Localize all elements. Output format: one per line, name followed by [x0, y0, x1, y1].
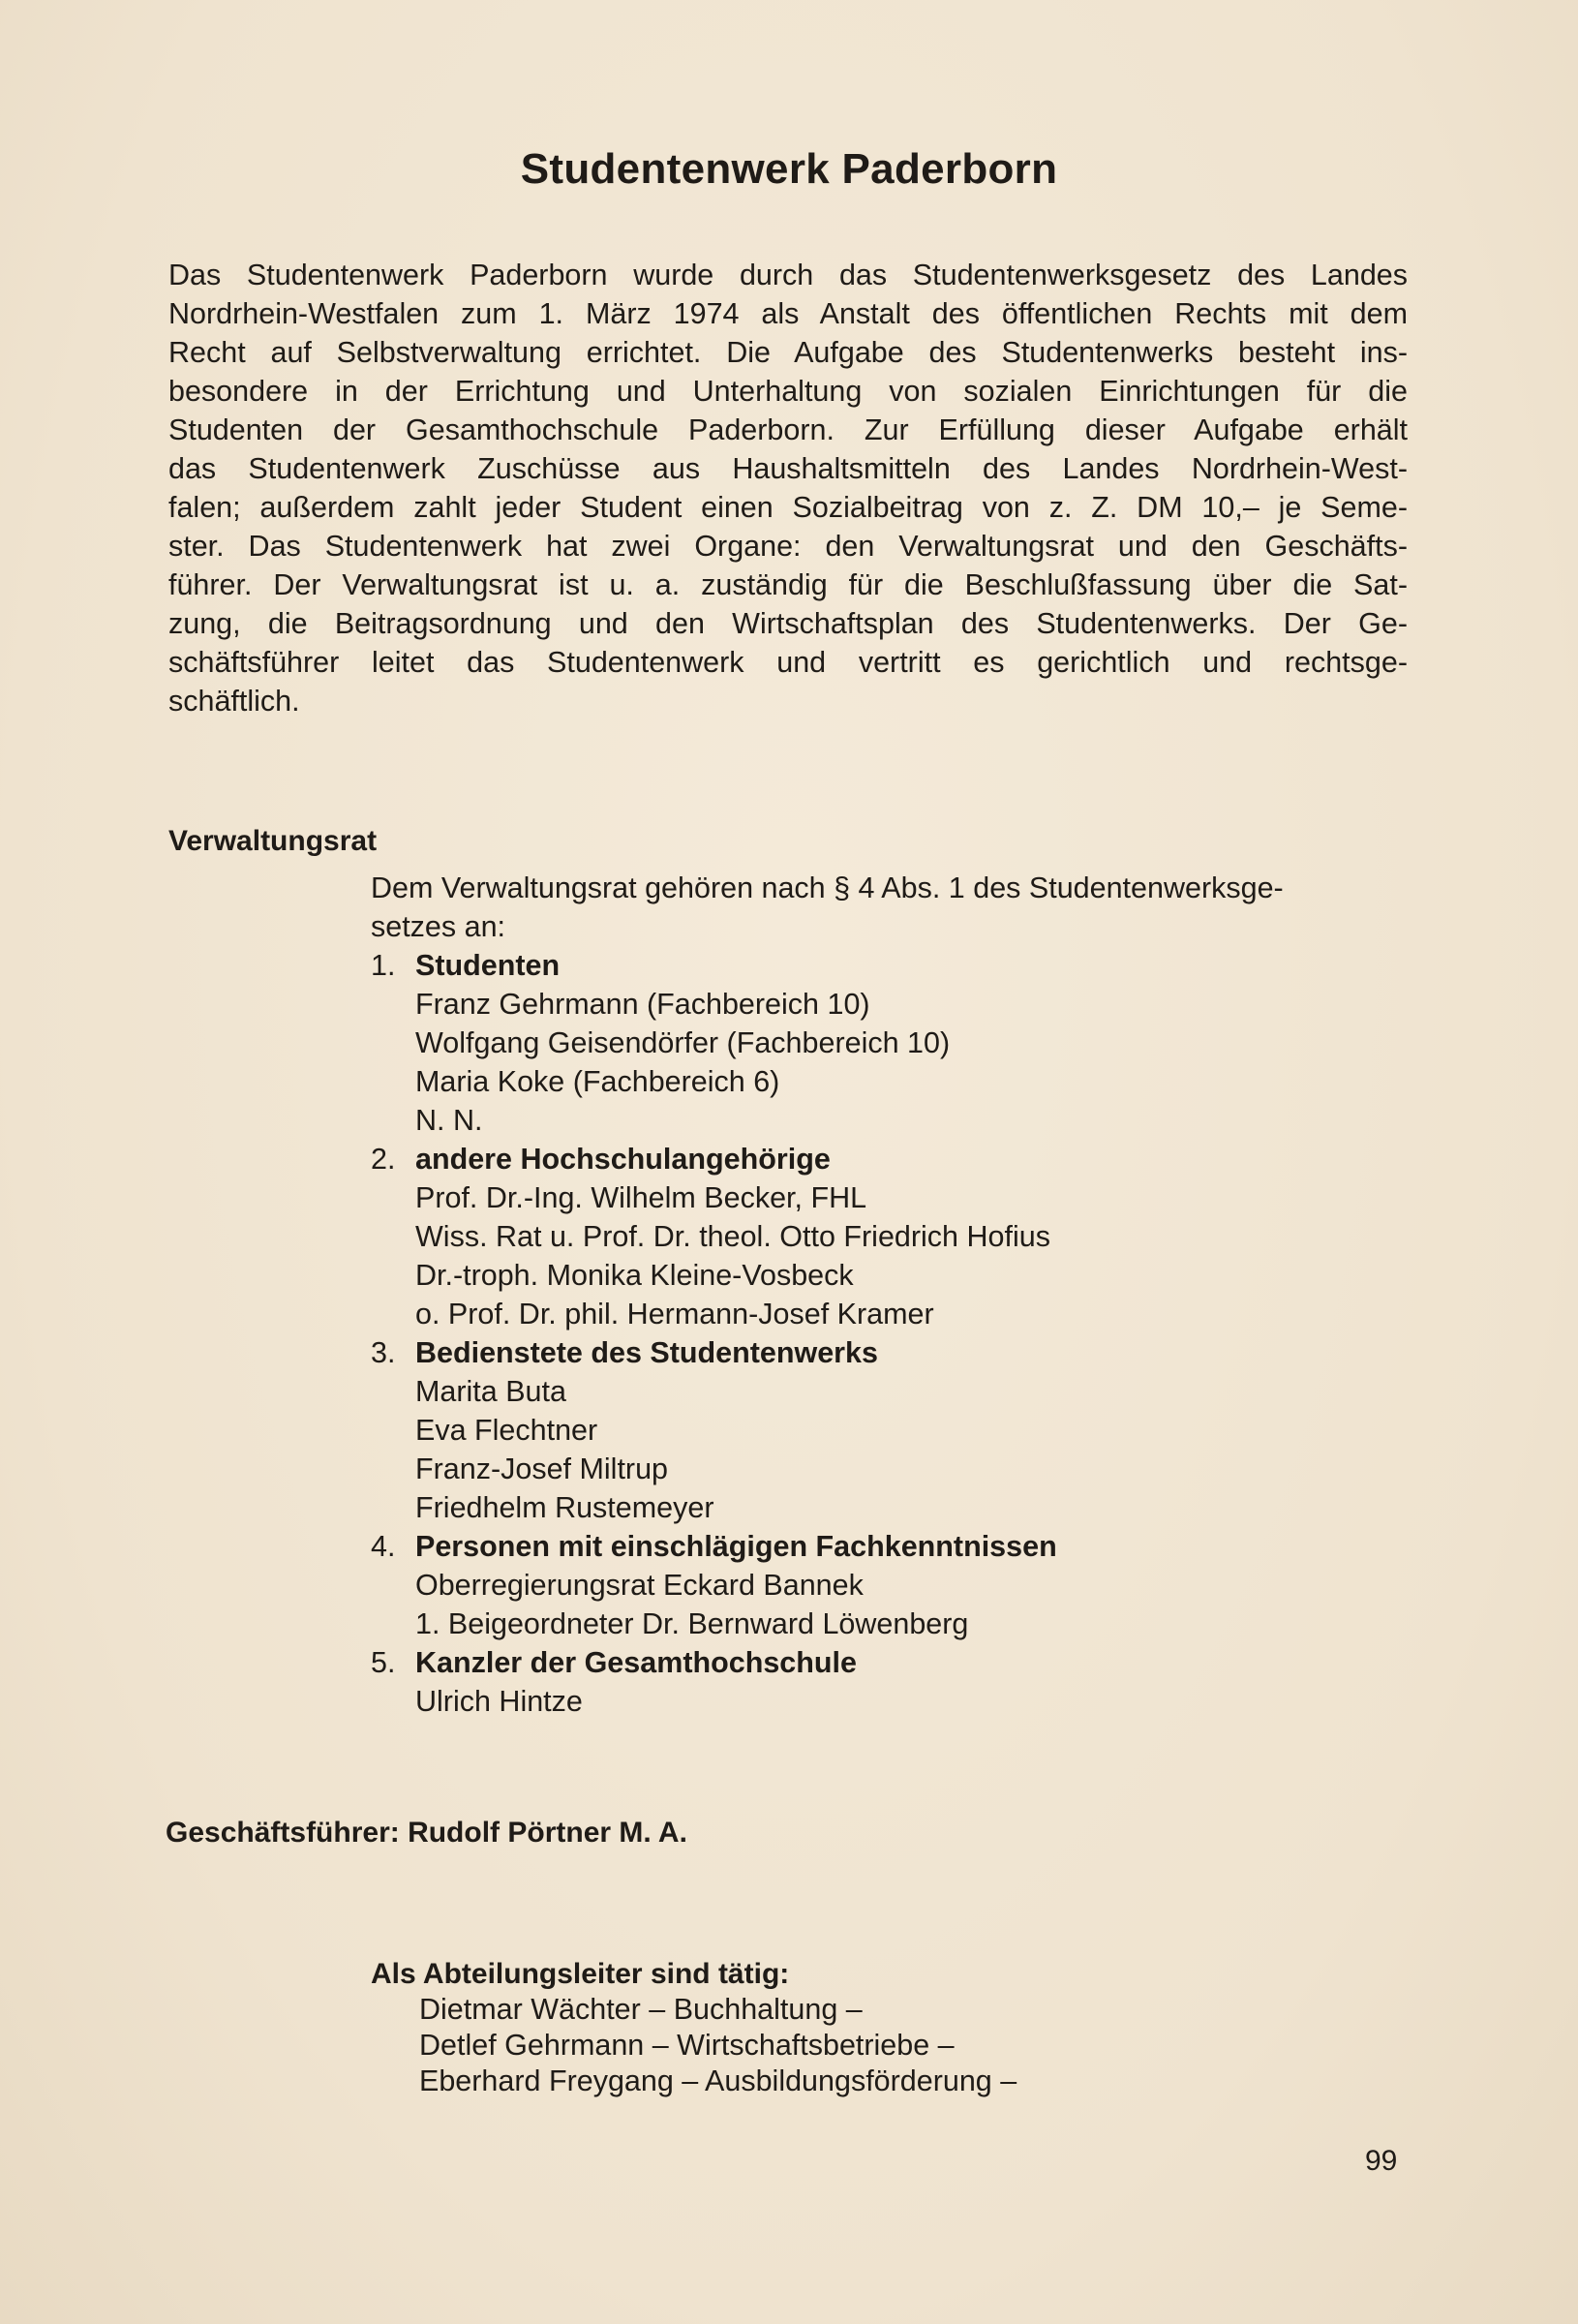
group-title: Studenten: [415, 949, 561, 982]
group-number: 1.: [371, 949, 396, 982]
intro-line: Das Studentenwerk Paderborn wurde durch das Studentenwerksgesetz des Landes: [168, 259, 1408, 291]
abteilungsleiter-item: Detlef Gehrmann – Wirtschaftsbetriebe –: [419, 2029, 955, 2062]
verwaltungsrat-intro-line: Dem Verwaltungsrat gehören nach § 4 Abs. 1 des Studentenwerksge-: [371, 872, 1284, 904]
group-number: 5.: [371, 1646, 396, 1679]
intro-line: schäftsführer leitet das Studentenwerk und vertritt es gerichtlich und rechtsge-: [168, 646, 1408, 679]
group-member: Wiss. Rat u. Prof. Dr. theol. Otto Friedrich Hofius: [415, 1220, 1050, 1253]
intro-line: besondere in der Errichtung und Unterhaltung von sozialen Einrichtungen für die: [168, 375, 1408, 408]
group-member: 1. Beigeordneter Dr. Bernward Löwenberg: [415, 1607, 969, 1640]
abteilungsleiter-item: Eberhard Freygang – Ausbildungsförderung –: [419, 2064, 1017, 2097]
group-member: Wolfgang Geisendörfer (Fachbereich 10): [415, 1026, 951, 1059]
member-group-fachkenntnisse: [371, 1527, 1416, 1643]
group-member: Marita Buta: [415, 1375, 566, 1408]
intro-paragraph: [168, 256, 1408, 720]
intro-line: Nordrhein-Westfalen zum 1. März 1974 als Anstalt des öffentlichen Rechts mit dem: [168, 297, 1408, 330]
group-member: Dr.-troph. Monika Kleine-Vosbeck: [415, 1259, 854, 1292]
intro-line: schäftlich.: [168, 685, 300, 718]
abteilungsleiter-heading: Als Abteilungsleiter sind tätig:: [371, 1958, 790, 1990]
group-member: N. N.: [415, 1104, 483, 1137]
group-title: Kanzler der Gesamthochschule: [415, 1646, 857, 1679]
intro-line: Recht auf Selbstverwaltung errichtet. Die Aufgabe des Studentenwerks besteht ins-: [168, 336, 1408, 369]
section-heading-verwaltungsrat: Verwaltungsrat: [168, 825, 378, 857]
member-group-studenten: [371, 946, 1416, 1140]
member-group-hochschulangehoerige: [371, 1140, 1416, 1333]
abteilungsleiter-block: [371, 1956, 1017, 2099]
group-member: Oberregierungsrat Eckard Bannek: [415, 1569, 864, 1602]
group-number: 4.: [371, 1530, 396, 1563]
group-title: Personen mit einschlägigen Fachkenntnissen: [415, 1530, 1057, 1563]
intro-line: Studenten der Gesamthochschule Paderborn. Zur Erfüllung dieser Aufgabe erhält: [168, 413, 1408, 446]
verwaltungsrat-members: [371, 869, 1416, 1721]
intro-line: falen; außerdem zahlt jeder Student einen Sozialbeitrag von z. Z. DM 10,– je Seme-: [168, 491, 1408, 524]
group-heading: [371, 1527, 1416, 1566]
group-heading: [371, 1140, 1416, 1178]
group-heading: [371, 1333, 1416, 1372]
group-member: Franz-Josef Miltrup: [415, 1452, 669, 1485]
intro-line: das Studentenwerk Zuschüsse aus Haushaltsmitteln des Landes Nordrhein-West-: [168, 452, 1408, 485]
group-member: Maria Koke (Fachbereich 6): [415, 1065, 780, 1098]
page-number: 99: [1365, 2145, 1398, 2177]
group-member: Prof. Dr.-Ing. Wilhelm Becker, FHL: [415, 1181, 867, 1214]
group-heading: [371, 946, 1416, 985]
verwaltungsrat-intro-line: setzes an:: [371, 910, 506, 943]
group-member: Franz Gehrmann (Fachbereich 10): [415, 988, 870, 1021]
intro-line: zung, die Beitragsordnung und den Wirtschaftsplan des Studentenwerks. Der Ge-: [168, 607, 1408, 640]
page-title: Studentenwerk Paderborn: [520, 145, 1058, 193]
group-member: Friedhelm Rustemeyer: [415, 1491, 714, 1524]
group-title: Bedienstete des Studentenwerks: [415, 1336, 878, 1369]
group-number: 3.: [371, 1336, 396, 1369]
member-group-kanzler: [371, 1643, 1416, 1721]
group-member: Eva Flechtner: [415, 1414, 598, 1447]
member-group-bedienstete: [371, 1333, 1416, 1527]
abteilungsleiter-item: Dietmar Wächter – Buchhaltung –: [419, 1993, 863, 2026]
group-member: o. Prof. Dr. phil. Hermann-Josef Kramer: [415, 1298, 934, 1330]
group-title: andere Hochschulangehörige: [415, 1143, 831, 1176]
intro-line: ster. Das Studentenwerk hat zwei Organe: den Verwaltungsrat und den Geschäfts-: [168, 530, 1408, 563]
group-heading: [371, 1643, 1416, 1682]
group-member: Ulrich Hintze: [415, 1685, 583, 1718]
group-number: 2.: [371, 1143, 396, 1176]
geschaeftsfuehrer-line: Geschäftsführer: Rudolf Pörtner M. A.: [166, 1817, 687, 1849]
intro-line: führer. Der Verwaltungsrat ist u. a. zuständig für die Beschlußfassung über die Sat-: [168, 568, 1408, 601]
